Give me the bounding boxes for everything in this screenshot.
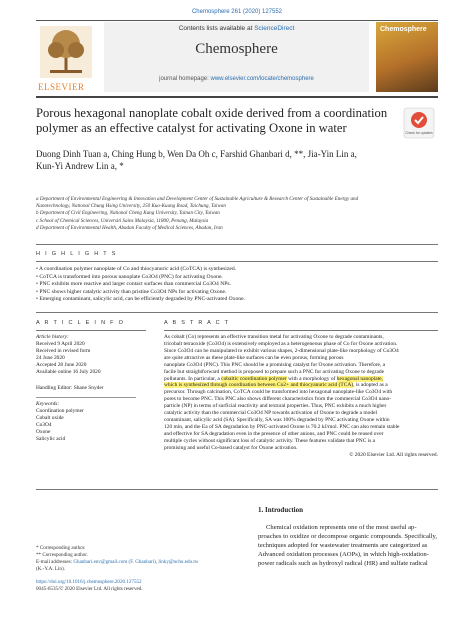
cover-title: Chemosphere [380, 26, 427, 33]
affiliations: a Department of Environmental Engineering & Innovation and Development Center of Sustainable Agriculture & Research Center of Sustainable Energy and Nanotechnology, National Chung Hsing University, 250 Kuo-Kuang Road, Taichung, Taiwan b Department of Civil Engineering, National Cheng Kung University, Tainan City, Taiwan c School of Chemical Sciences, Universiti Sains Malaysia, 11800, Penang, Malaysia d Department of Environmental Health, Abadan Faculty of Medical Sciences, Abadan, Iran [36, 196, 359, 231]
crossmark-label: Check for updates [405, 131, 433, 135]
sciencedirect-link[interactable]: ScienceDirect [254, 25, 295, 32]
keyword: Oxone [36, 429, 51, 435]
highlights-top-rule [36, 244, 438, 245]
corresponding-author-1: * Corresponding author. [36, 545, 86, 551]
footnotes: * Corresponding author. ** Corresponding author. E-mail addresses: Ghanbari.env@gmail.com (F. Ghanbari), linky@nchu.edu.tw (K.-Y.A. Lin). https://doi.org/10.1016/j.chemosphere.2020.127552 0045-6535/© 2020 Elsevier Ltd. All rights reserved. [36, 545, 246, 594]
keywords-rule [36, 397, 136, 398]
highlight-item: • PNC exhibits more reactive and larger contact surfaces than commercial Co3O4 NPs. [36, 281, 231, 288]
elsevier-tree-logo [36, 22, 96, 92]
info-under-rule [36, 330, 146, 331]
intro-heading: 1. Introduction [258, 506, 303, 514]
copyright-line: © 2020 Elsevier Ltd. All rights reserved. [349, 451, 438, 458]
abstract-under-rule [164, 330, 438, 331]
highlighted-text: hexagonal nanoplate, [336, 375, 383, 382]
highlights-list [36, 266, 436, 304]
author-list: Duong Dinh Tuan a, Ching Hung b, Wen Da Oh c, Farshid Ghanbari d, **, Jia-Yin Lin a, Kun-Yi Andrew Lin a, * [36, 149, 357, 171]
keyword: Coordination polymer [36, 408, 84, 414]
abstract-heading: A B S T R A C T [164, 320, 230, 326]
journal-banner [104, 22, 369, 92]
check-for-updates-badge[interactable] [402, 106, 436, 140]
keyword: Cobalt oxide [36, 415, 64, 421]
highlights-under-rule [36, 261, 438, 262]
handling-editor: Handling Editor: Shane Snyder [36, 385, 104, 391]
highlighted-text: which is synthesized through coordination between Co2+ and thiocyanuric acid (TCA) [164, 382, 354, 389]
contents-line: Contents lists available at ScienceDirect [178, 25, 295, 32]
highlighted-text: cobaltic coordination polymer [221, 375, 287, 382]
info-top-rule [36, 312, 438, 313]
highlight-item: • Emerging contaminant, salicylic acid, can be efficiently degraded by PNC-activated Oxone. [36, 296, 245, 303]
corresponding-author-2: ** Corresponding author. [36, 552, 88, 559]
homepage-link[interactable]: www.elsevier.com/locate/chemosphere [210, 76, 314, 82]
doi-link[interactable]: https://doi.org/10.1016/j.chemosphere.2020.127552 [36, 579, 142, 586]
abstract-body: As cobalt (Co) represents an effective transition metal for activating Oxone to degrade contaminants, tricobalt tetraoxide (Co3O4) is extensively employed as a heterogeneous phase of Co for Oxone activation. Since Co3O4 can be manipulated to exhibit various shapes, 2-dimensional plate-like morphology of Co3O4 are quite attractive as these plate-like surfaces can be even porous, forming porous nanoplate Co3O4 (PNC). This PNC should be a promising catalyst for Oxone activation. Therefore, a facile but straightforward method is proposed to prepare such a PNC for activating Oxone to degrade pollutants. In particular, a cobaltic coordination polymer with a morphology of hexagonal nanoplate, which is synthesized through coordination between Co2+ and thiocyanuric acid (TCA), is adopted as a precursor. Through calcination, CoTCA could be transformed into hexagonal nanoplate-like Co3O4 with pores to become PNC. This PNC also shows different characteristics from the commercial Co3O4 nano- particle (NP) in terms of surficial reactivity and textural properties. Thus, PNC exhibits a much higher catalytic activity than the commercial Co3O4 NP towards activation of Oxone to degrade a model contaminant, salicylic acid (SA). Specifically, SA was 100% degraded by PNC activating Oxone within 120 min, and the Ea of SA degradation by PNC-activated Oxone is 70.2 kJ/mol. PNC can also remain stable and effective for SA degradation even in the presence of other anions, and PNC could be reused over multiple cycles without significant loss of catalytic activity. These features validate that PNC is a promising and useful Co-based catalyst for Oxone activation. © 2020 Elsevier Ltd. All rights reserved. [164, 334, 438, 458]
abstract-bottom-rule [36, 489, 438, 490]
article-info: Article history: Received 9 April 2020 Received in revised form 24 June 2020 Accepted 28 June 2020 Available online 16 July 2020 Handling Editor: Shane Snyder Keywords: Coordination polymer Cobalt oxide Co3O4 Oxone Salicylic acid [36, 334, 136, 443]
journal-cover-image [376, 22, 438, 92]
history-label: Article history: [36, 334, 69, 340]
article-title: Porous hexagonal nanoplate cobalt oxide derived from a coordination polymer as an effective catalyst for activating Oxone in water [36, 106, 388, 135]
keyword: Co3O4 [36, 422, 52, 428]
publisher-name: ELSEVIER [38, 82, 85, 92]
introduction: 1. Introduction Chemical oxidation represents one of the most useful ap- proaches to oxidize or decompose organic compounds. Specifically, techniques adopted for wastewater treatments are categorized as Advanced oxidation processes (AOPs), in which high-oxidation- power radicals such as hydroxyl radical (HR) and sulfate radical [258, 506, 438, 568]
journal-title: Chemosphere [195, 41, 278, 57]
issn-line: 0045-6535/© 2020 Elsevier Ltd. All rights reserved. [36, 586, 143, 593]
highlight-item: • PNC shows higher catalytic activity than pristine Co3O4 NPs for activating Oxone. [36, 288, 227, 295]
highlight-item: • A coordination polymer nanoplate of Co and thiocyanuric acid (CoTCA) is synthesized. [36, 266, 237, 272]
header-bottom-rule [36, 96, 438, 98]
homepage-line: journal homepage: www.elsevier.com/locate/chemosphere [159, 76, 314, 82]
email-link[interactable]: Ghanbari.env@gmail.com (F. Ghanbari), linky@nchu.edu.tw [73, 559, 199, 566]
header-top-rule [36, 20, 438, 21]
journal-citation[interactable]: Chemosphere 261 (2020) 127552 [191, 9, 283, 15]
journal-header [36, 20, 438, 94]
highlights-heading: H I G H L I G H T S [36, 251, 118, 257]
article-info-heading: A R T I C L E I N F O [36, 320, 125, 326]
email-line: E-mail addresses: Ghanbari.env@gmail.com (F. Ghanbari), linky@nchu.edu.tw [36, 559, 199, 566]
elsevier-tree-icon [36, 22, 96, 80]
keyword: Salicylic acid [36, 436, 66, 442]
highlight-item: • CoTCA is transformed into porous nanoplate Co3O4 (PNC) for activating Oxone. [36, 273, 223, 280]
keywords-label: Keywords: [36, 401, 60, 407]
